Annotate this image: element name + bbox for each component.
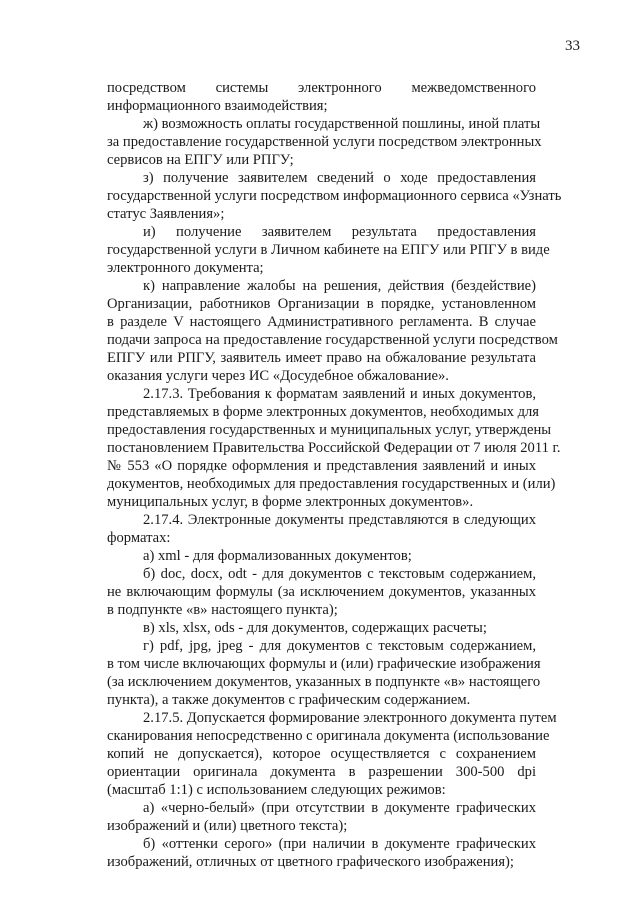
text-line: копий не допускается), которое осуществляется с сохранением [107, 746, 536, 762]
text-line: изображений, отличных от цветного графического изображения); [107, 854, 514, 870]
text-line: не включающим формулы (за исключением документов, указанных [107, 584, 536, 600]
text-line: подачи запроса на предоставление государственной услуги посредством [107, 332, 558, 348]
text-line: б) doc, docx, odt - для документов с текстовым содержанием, [143, 566, 536, 582]
text-line: государственной услуги в Личном кабинете на ЕПГУ или РПГУ в виде [107, 242, 550, 258]
text-line: сканирования непосредственно с оригинала документа (использование [107, 728, 550, 744]
text-line: постановлением Правительства Российской Федерации от 7 июля 2011 г. [107, 440, 561, 456]
page-number: 33 [565, 38, 580, 54]
text-line: и) получение заявителем результата предоставления [143, 224, 536, 240]
text-line: оказания услуги через ИС «Досудебное обжалование». [107, 368, 449, 384]
text-line: (за исключением документов, указанных в подпункте «в» настоящего [107, 674, 541, 690]
text-line: информационного взаимодействия; [107, 98, 328, 114]
text-line: б) «оттенки серого» (при наличии в документе графических [143, 836, 536, 852]
text-line: ж) возможность оплаты государственной пошлины, иной платы [143, 116, 541, 132]
text-line: в) xls, xlsx, ods - для документов, содержащих расчеты; [143, 620, 487, 636]
text-line: документов, необходимых для предоставления государственных и (или) [107, 476, 556, 492]
text-line: государственной услуги посредством информационного сервиса «Узнать [107, 188, 562, 204]
text-line: 2.17.4. Электронные документы представляются в следующих [143, 512, 536, 528]
text-line: 2.17.5. Допускается формирование электронного документа путем [143, 710, 557, 726]
text-line: муниципальных услуг, в форме электронных документов». [107, 494, 474, 510]
text-line: предоставления государственных и муниципальных услуг, утверждены [107, 422, 552, 438]
text-line: форматах: [107, 530, 171, 546]
text-line: статус Заявления»; [107, 206, 225, 222]
text-line: представляемых в форме электронных документов, необходимых для [107, 404, 540, 420]
text-line: а) «черно-белый» (при отсутствии в документе графических [143, 800, 536, 816]
text-line: сервисов на ЕПГУ или РПГУ; [107, 152, 294, 168]
text-line: ориентации оригинала документа в разрешении 300-500 dpi [107, 764, 536, 780]
text-line: электронного документа; [107, 260, 264, 276]
text-line: 2.17.3. Требования к форматам заявлений и иных документов, [143, 386, 536, 402]
text-line: з) получение заявителем сведений о ходе предоставления [143, 170, 536, 186]
text-line: пункта), а также документов с графическим содержанием. [107, 692, 471, 708]
text-line: в подпункте «в» настоящего пункта); [107, 602, 338, 618]
text-line: ЕПГУ или РПГУ, заявитель имеет право на обжалование результата [107, 350, 536, 366]
text-line: изображений и (или) цветного текста); [107, 818, 348, 834]
text-line: г) pdf, jpg, jpeg - для документов с текстовым содержанием, [143, 638, 536, 654]
text-line: в разделе V настоящего Административного регламента. В случае [107, 314, 536, 330]
text-line: к) направление жалобы на решения, действия (бездействие) [143, 278, 536, 294]
text-line: № 553 «О порядке оформления и представления заявлений и иных [107, 458, 536, 474]
text-line: в том числе включающих формулы и (или) графические изображения [107, 656, 541, 672]
text-line: (масштаб 1:1) с использованием следующих режимов: [107, 782, 446, 798]
text-line: Организации, работников Организации в порядке, установленном [107, 296, 536, 312]
text-line: посредством системы электронного межведомственного [107, 80, 536, 96]
text-line: а) xml - для формализованных документов; [143, 548, 412, 564]
text-line: за предоставление государственной услуги посредством электронных [107, 134, 542, 150]
